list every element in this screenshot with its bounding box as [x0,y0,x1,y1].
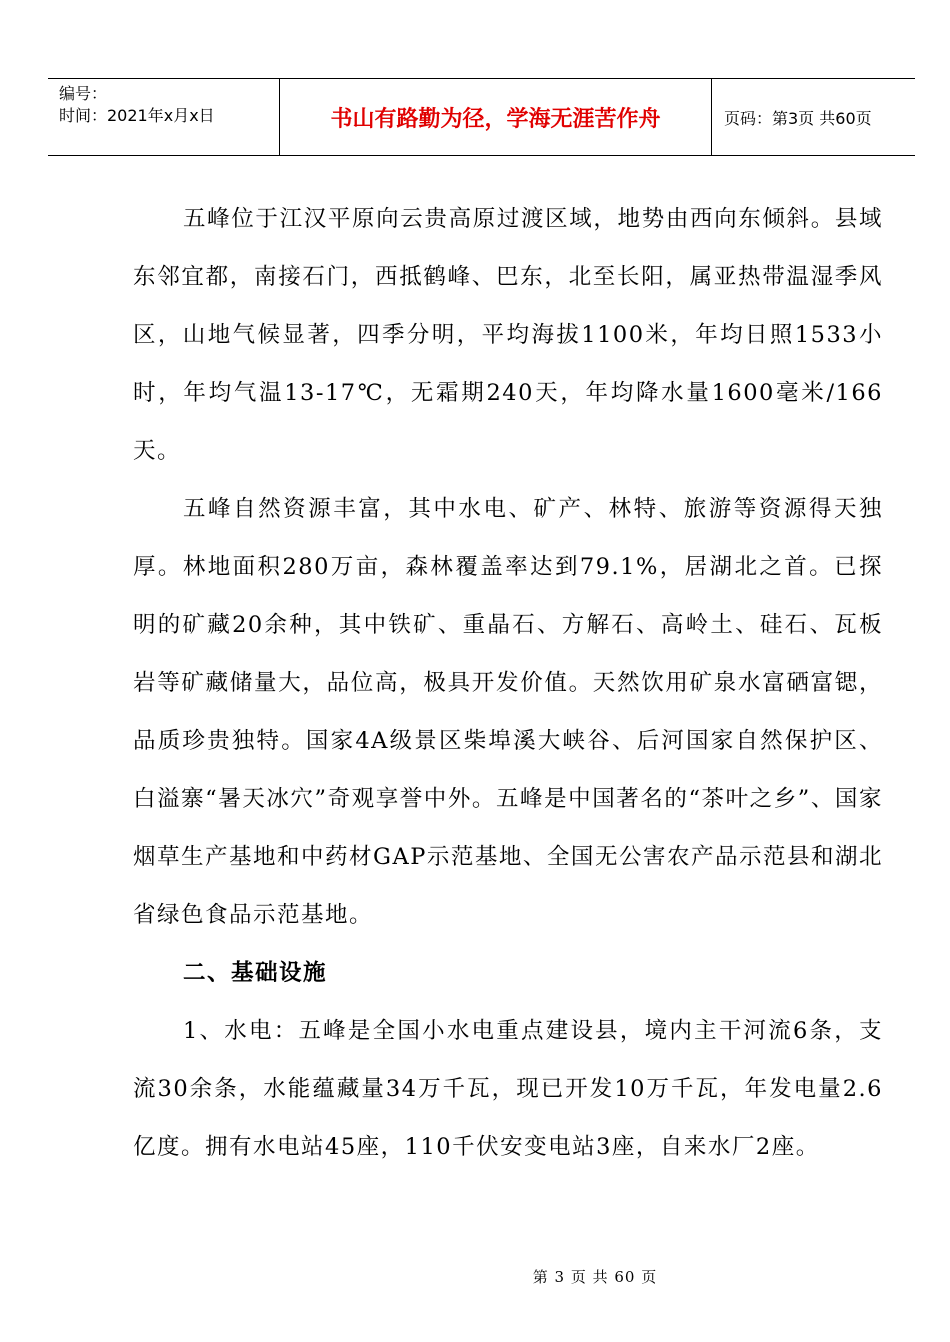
document-number-label: 编号： [59,84,108,103]
motto-text: 书山有路勤为径，学海无涯苦作舟 [330,106,661,132]
section-heading: 二、基础设施 [183,960,328,986]
body-paragraph: 五峰自然资源丰富，其中水电、矿产、林特、旅游等资源得天独厚。林地面积280万亩，森林覆盖率达到79.1%，居湖北之首。已探明的矿藏20余种，其中铁矿、重晶石、方解石、高岭土、硅石、瓦板岩等矿藏储量大，品位高，极具开发价值。天然饮用矿泉水富硒富锶，品质珍贵独特。国家4A级景区柴埠溪大峡谷、后河国家自然保护区、白溢寨“暑天冰穴”奇观享誉中外。五峰是中国著名的“茶叶之乡”、国家烟草生产基地和中药材GAP示范基地、全国无公害农产品示范县和湖北省绿色食品示范基地。 [133,496,883,928]
header-motto [280,79,712,155]
page-header [48,78,915,156]
footer-page-text: 第 3 页 共 60 页 [532,1268,658,1286]
page-footer [0,1266,950,1287]
document-date-label: 时间：2021年x月x日 [59,106,215,125]
header-page-number [712,79,915,155]
header-meta [48,79,280,155]
document-body [133,190,883,1176]
body-paragraph: 1、水电：五峰是全国小水电重点建设县，境内主干河流6条，支流30余条，水能蕴藏量34万千瓦，现已开发10万千瓦，年发电量2.6亿度。拥有水电站45座，110千伏安变电站3座，自来水厂2座。 [133,1018,883,1160]
body-paragraph: 五峰位于江汉平原向云贵高原过渡区域，地势由西向东倾斜。县域东邻宜都，南接石门，西抵鹤峰、巴东，北至长阳，属亚热带温湿季风区，山地气候显著，四季分明，平均海拔1100米，年均日照1533小时，年均气温13-17℃，无霜期240天，年均降水量1600毫米/166天。 [133,206,883,464]
page-number-label: 页码：第3页 共60页 [724,108,872,128]
